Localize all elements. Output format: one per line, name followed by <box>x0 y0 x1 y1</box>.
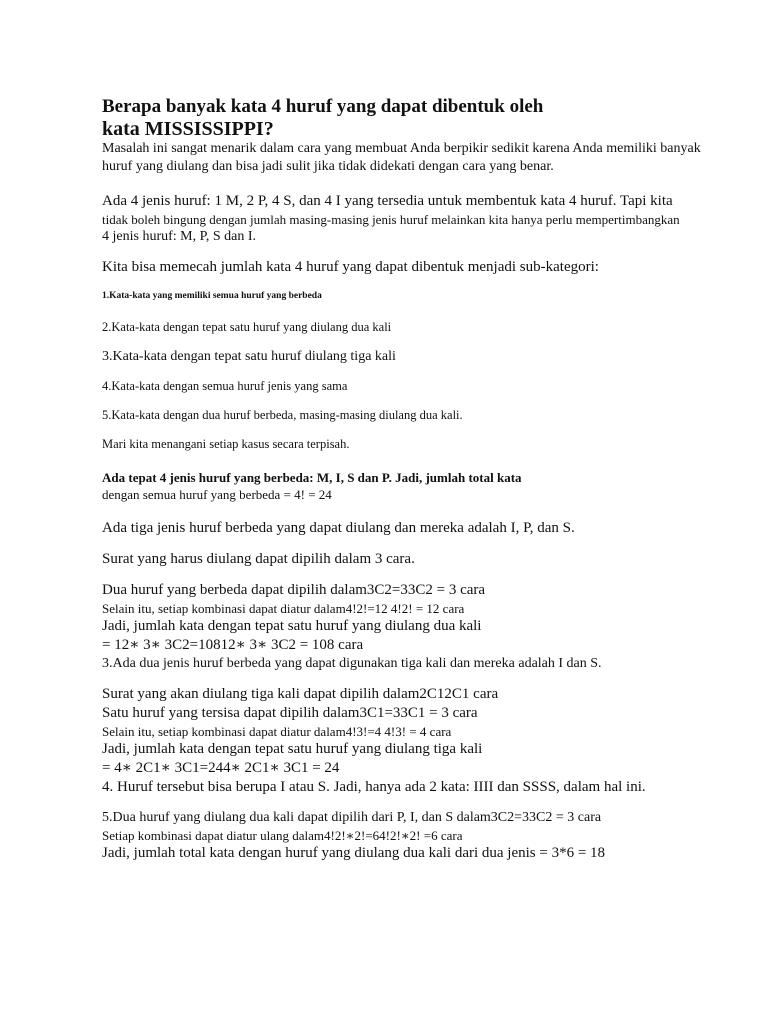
case3-line-6: = 4∗ 2C1∗ 3C1=244∗ 2C1∗ 3C1 = 24 <box>102 760 340 776</box>
para2-line-3: 4 jenis huruf: M, P, S dan I. <box>102 229 256 244</box>
category-4: 4.Kata-kata dengan semua huruf jenis yang sama <box>102 379 348 393</box>
intro-line-2: huruf yang diulang dan bisa jadi sulit jika tidak didekati dengan cara yang benar. <box>102 159 554 174</box>
case2-line-2: Surat yang harus diulang dapat dipilih dalam 3 cara. <box>102 551 415 567</box>
case2-line-4: Selain itu, setiap kombinasi dapat diatur dalam4!2!=12 4!2! = 12 cara <box>102 601 465 616</box>
para2-line-1: Ada 4 jenis huruf: 1 M, 2 P, 4 S, dan 4 I yang tersedia untuk membentuk kata 4 huruf. Tapi kita <box>102 193 673 209</box>
case5-line-3: Jadi, jumlah total kata dengan huruf yang diulang dua kali dari dua jenis = 3*6 = 18 <box>102 845 606 861</box>
case2-line-3: Dua huruf yang berbeda dapat dipilih dalam3C2=33C2 = 3 cara <box>102 582 486 598</box>
case3-line-5: Jadi, jumlah kata dengan tepat satu huruf yang diulang tiga kali <box>102 741 483 757</box>
title-line-2: kata MISSISSIPPI? <box>102 118 274 140</box>
para3-text: Kita bisa memecah jumlah kata 4 huruf yang dapat dibentuk menjadi sub-kategori: <box>102 259 599 275</box>
case5-line-1: 5.Dua huruf yang diulang dua kali dapat dipilih dari P, I, dan S dalam3C2=33C2 = 3 cara <box>102 810 602 825</box>
case3-line-3: Satu huruf yang tersisa dapat dipilih dalam3C1=33C1 = 3 cara <box>102 705 478 721</box>
separately-text: Mari kita menangani setiap kasus secara terpisah. <box>102 437 350 451</box>
case4-text: 4. Huruf tersebut bisa berupa I atau S. Jadi, hanya ada 2 kata: IIII dan SSSS, dalam hal ini. <box>102 779 646 795</box>
case5-line-2: Setiap kombinasi dapat diatur ulang dalam4!2!∗2!=64!2!∗2! =6 cara <box>102 828 463 843</box>
category-2: 2.Kata-kata dengan tepat satu huruf yang diulang dua kali <box>102 320 392 334</box>
case2-line-1: Ada tiga jenis huruf berbeda yang dapat diulang dan mereka adalah I, P, dan S. <box>102 520 575 536</box>
category-3: 3.Kata-kata dengan tepat satu huruf diulang tiga kali <box>102 349 396 364</box>
category-5: 5.Kata-kata dengan dua huruf berbeda, masing-masing diulang dua kali. <box>102 408 463 422</box>
case2-line-5: Jadi, jumlah kata dengan tepat satu huruf yang diulang dua kali <box>102 618 482 634</box>
case3-line-2: Surat yang akan diulang tiga kali dapat dipilih dalam2C12C1 cara <box>102 686 499 702</box>
title-line-1: Berapa banyak kata 4 huruf yang dapat dibentuk oleh <box>102 96 544 117</box>
case2-line-6: = 12∗ 3∗ 3C2=10812∗ 3∗ 3C2 = 108 cara <box>102 637 364 653</box>
case3-line-4: Selain itu, setiap kombinasi dapat diatur dalam4!3!=4 4!3! = 4 cara <box>102 724 452 739</box>
category-1: 1.Kata-kata yang memiliki semua huruf yang berbeda <box>102 291 322 301</box>
intro-line-1: Masalah ini sangat menarik dalam cara yang membuat Anda berpikir sedikit karena Anda memiliki banyak <box>102 141 701 156</box>
case1-line-2: dengan semua huruf yang berbeda = 4! = 24 <box>102 487 332 502</box>
document-page <box>102 96 764 863</box>
para2-line-2: tidak boleh bingung dengan jumlah masing-masing jenis huruf melainkan kita hanya perlu mempertimbangkan <box>102 212 680 227</box>
case3-line-1: 3.Ada dua jenis huruf berbeda yang dapat digunakan tiga kali dan mereka adalah I dan S. <box>102 656 602 671</box>
case1-line-1: Ada tepat 4 jenis huruf yang berbeda: M, I, S dan P. Jadi, jumlah total kata <box>102 470 522 485</box>
